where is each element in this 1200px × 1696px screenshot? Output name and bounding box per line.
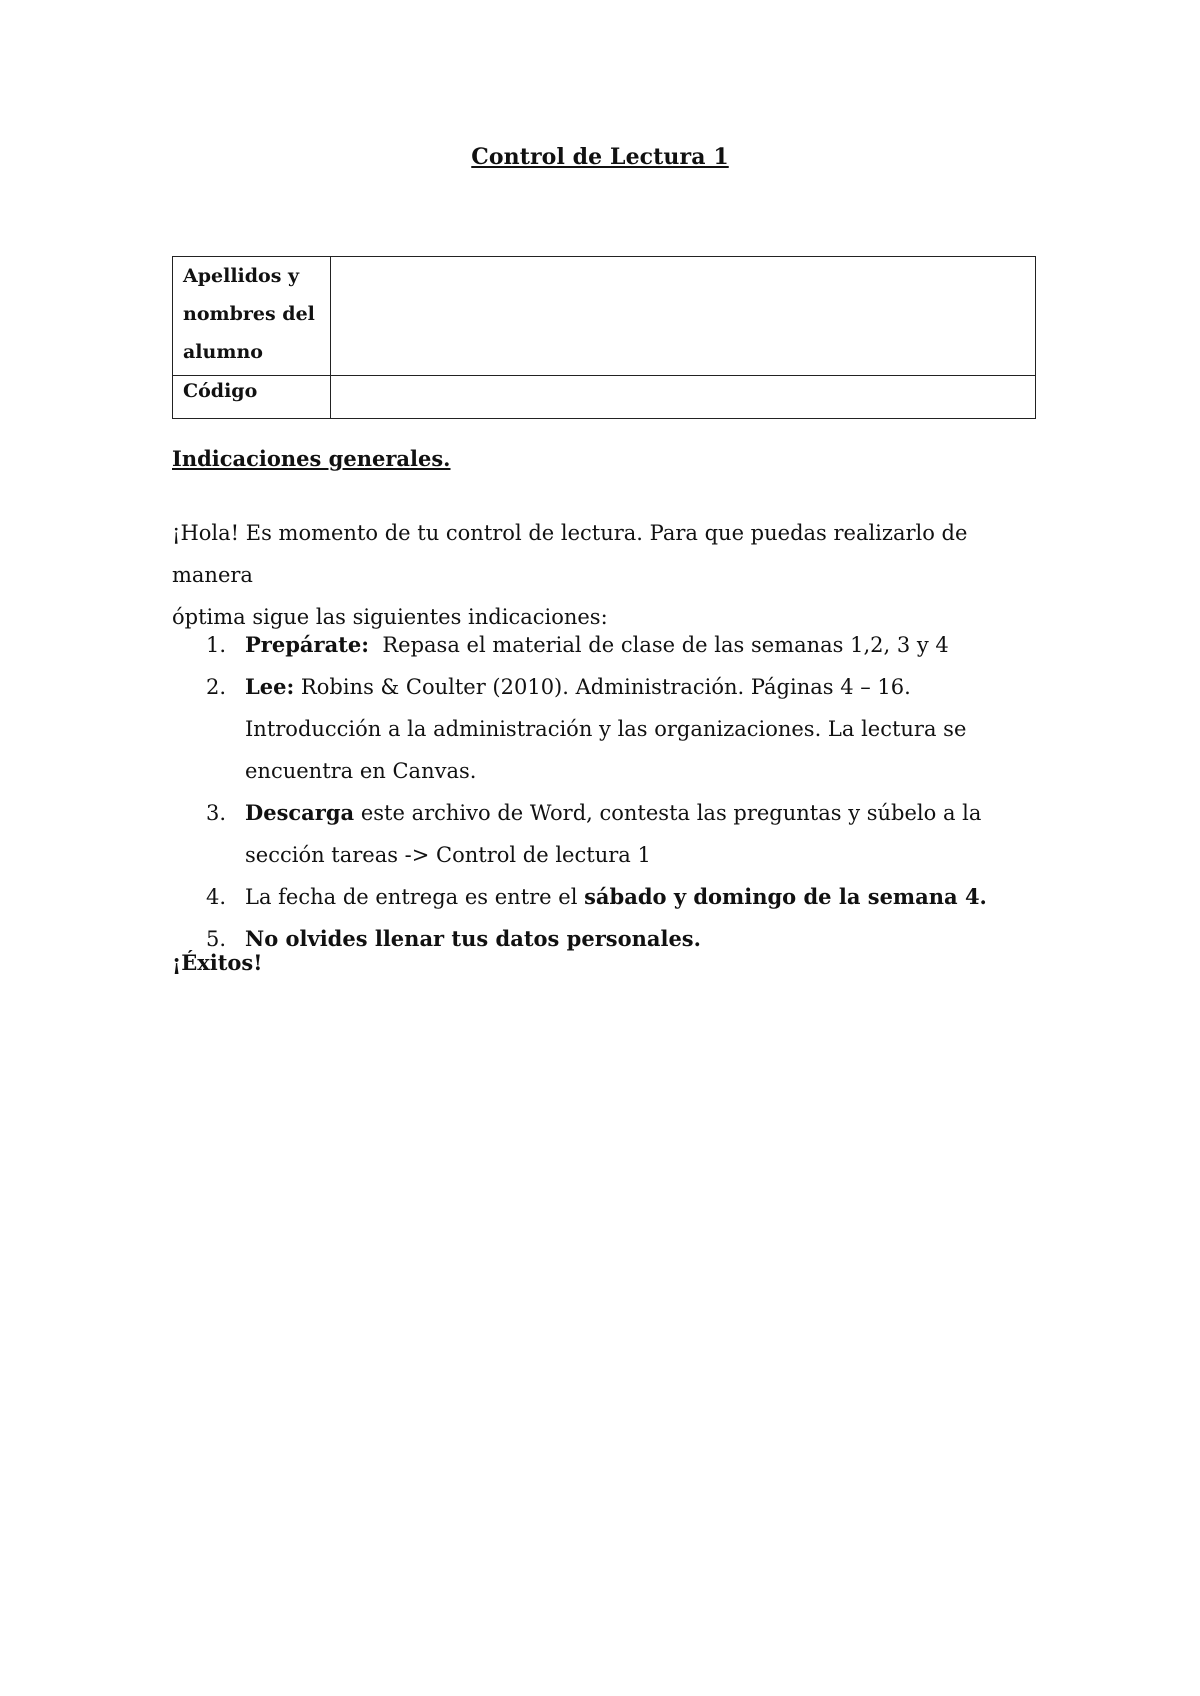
list-item-text: este archivo de Word, contesta las preguntas y súbelo a la sección tareas -> Control de lectura 1: [245, 801, 982, 867]
list-item-text: La fecha de entrega es entre el: [245, 885, 585, 909]
list-item: [172, 876, 1032, 918]
list-item-bold: sábado y domingo de la semana 4.: [584, 884, 987, 909]
list-item-bold: Descarga: [245, 800, 355, 825]
list-item-number: 4.: [206, 885, 227, 909]
instructions-list: [172, 624, 1032, 960]
list-item: [172, 792, 1032, 876]
list-item: [172, 918, 1032, 960]
list-item-bold: Prepárate:: [245, 632, 369, 657]
list-item-bold: No olvides llenar tus datos personales.: [245, 926, 701, 951]
student-code-label: Código: [173, 376, 331, 419]
table-row: [173, 376, 1036, 419]
intro-paragraph: ¡Hola! Es momento de tu control de lectura. Para que puedas realizarlo de manera óptima sigue las siguientes indicaciones:: [172, 521, 968, 629]
list-item-number: 3.: [206, 801, 227, 825]
table-row: [173, 257, 1036, 376]
list-item-number: 5.: [206, 927, 227, 951]
list-item-text: Robins & Coulter (2010). Administración. Páginas 4 – 16. Introducción a la administración y las organizaciones. La lectura se encuentra en Canvas.: [245, 675, 967, 783]
list-item: [172, 666, 1032, 792]
list-item-text: Repasa el material de clase de las semanas 1,2, 3 y 4: [369, 633, 949, 657]
student-name-field[interactable]: [331, 257, 1036, 376]
student-name-label: Apellidos y nombres del alumno: [173, 257, 331, 376]
document-title: Control de Lectura 1: [471, 144, 729, 170]
list-item-number: 2.: [206, 675, 227, 699]
student-code-field[interactable]: [331, 376, 1036, 419]
list-item: [172, 624, 1032, 666]
section-heading: Indicaciones generales.: [172, 446, 451, 471]
list-item-bold: Lee:: [245, 674, 295, 699]
student-info-table: [172, 256, 1036, 419]
closing-text: ¡Éxitos!: [172, 950, 263, 975]
list-item-number: 1.: [206, 633, 227, 657]
